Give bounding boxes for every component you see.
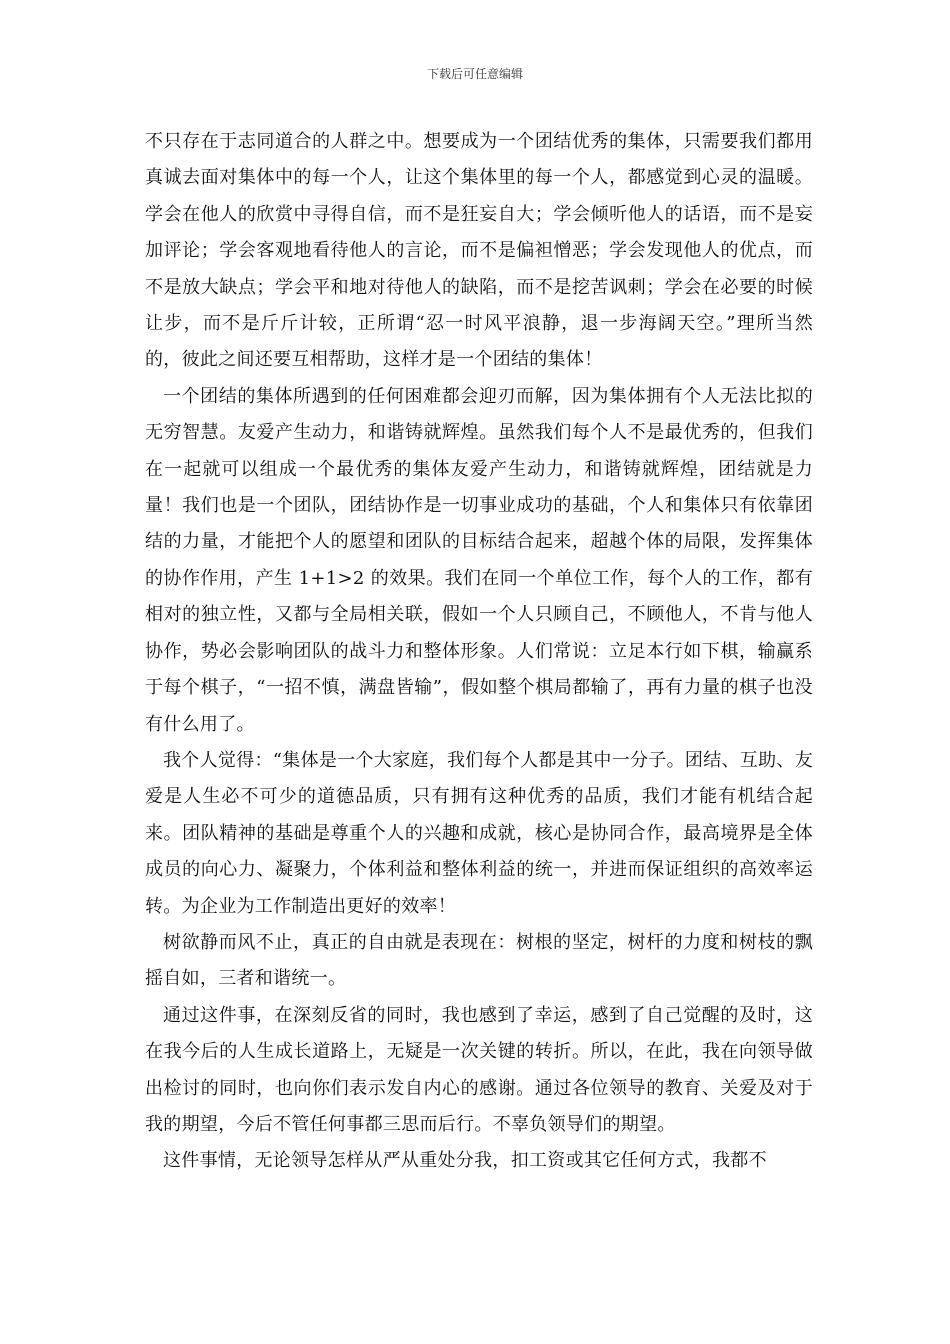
- paragraph: 通过这件事，在深刻反省的同时，我也感到了幸运，感到了自己觉醒的及时，这在我今后的人生成长道路上，无疑是一次关键的转折。所以，在此，我在向领导做出检讨的同时，也向你们表示发自内心的感谢。通过各位领导的教育、关爱及对于我的期望，今后不管任何事都三思而后行。不辜负领导们的期望。: [145, 1004, 813, 1135]
- paragraph: 树欲静而风不止，真正的自由就是表现在：树根的坚定，树杆的力度和树枝的飘摇自如，三者和谐统一。: [145, 931, 813, 990]
- document-body: [145, 124, 813, 1180]
- page-header: 下载后可任意编辑: [426, 67, 523, 81]
- paragraph: 一个团结的集体所遇到的任何困难都会迎刃而解，因为集体拥有个人无法比拟的无穷智慧。友爱产生动力，和谐铸就辉煌。虽然我们每个人不是最优秀的，但我们在一起就可以组成一个最优秀的集体友爱产生动力，和谐铸就辉煌，团结就是力量！我们也是一个团队，团结协作是一切事业成功的基础，个人和集体只有依靠团结的力量，才能把个人的愿望和团队的目标结合起来，超越个体的局限，发挥集体的协作作用，产生 1+1>2 的效果。我们在同一个单位工作，每个人的工作，都有相对的独立性，又都与全局相关联，假如一个人只顾自己，不顾他人，不肯与他人协作，势必会影响团队的战斗力和整体形象。人们常说：立足本行如下棋，输赢系于每个棋子，“一招不慎，满盘皆输”，假如整个棋局都输了，再有力量的棋子也没有什么用了。: [145, 385, 813, 735]
- paragraph: 我个人觉得：“集体是一个大家庭，我们每个人都是其中一分子。团结、互助、友爱是人生必不可少的道德品质，只有拥有这种优秀的品质，我们才能有机结合起来。团队精神的基础是尊重个人的兴趣和成就，核心是协同合作，最高境界是全体成员的向心力、凝聚力，个体利益和整体利益的统一，并进而保证组织的高效率运转。为企业为工作制造出更好的效率！: [145, 749, 813, 917]
- paragraph: 这件事情，无论领导怎样从严从重处分我，扣工资或其它任何方式，我都不: [163, 1150, 767, 1172]
- paragraph: 不只存在于志同道合的人群之中。想要成为一个团结优秀的集体，只需要我们都用真诚去面对集体中的每一个人，让这个集体里的每一个人，都感觉到心灵的温暖。学会在他人的欣赏中寻得自信，而不是狂妄自大；学会倾听他人的话语，而不是妄加评论；学会客观地看待他人的言论，而不是偏袒憎恶；学会发现他人的优点，而不是放大缺点；学会平和地对待他人的缺陷，而不是挖苦讽刺；学会在必要的时候让步，而不是斤斤计较，正所谓“忍一时风平浪静，退一步海阔天空。”理所当然的，彼此之间还要互相帮助，这样才是一个团结的集体！: [145, 131, 813, 371]
